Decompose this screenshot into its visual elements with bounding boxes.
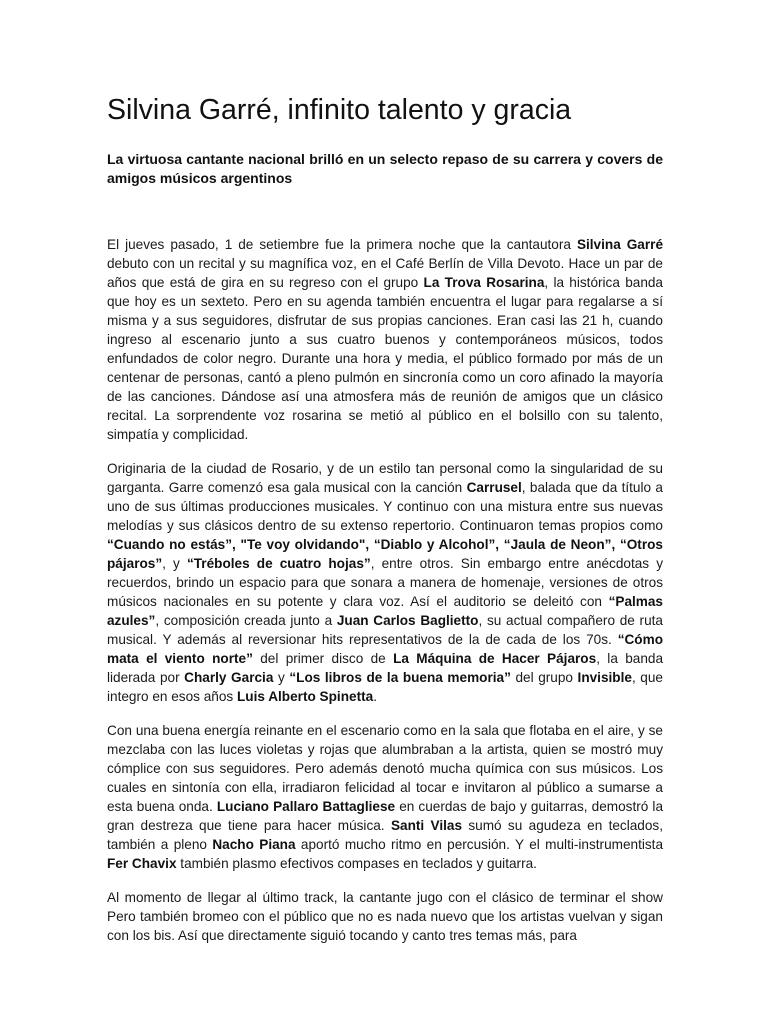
text-run: debuto con un recital y su magnífica voz, en el Café Berlín de Villa Devoto. Hace un par de años que está de gira en su regreso con el grupo (107, 256, 663, 290)
bold-text-run: Santi Vilas (390, 818, 463, 833)
bold-text-run: Luis Alberto Spinetta (236, 689, 374, 704)
text-run: del grupo (510, 670, 578, 685)
bold-text-run: La Máquina de Hacer Pájaros (393, 651, 597, 666)
bold-text-run: Carrusel (466, 480, 522, 495)
paragraph-1 (107, 235, 663, 444)
text-run: , la banda liderada por (107, 651, 664, 685)
text-run: en cuerdas de bajo y guitarras, demostró la gran destreza que tiene para hacer música. (107, 799, 664, 833)
article-subtitle: La virtuosa cantante nacional brilló en un selecto repaso de su carrera y covers de amigos músicos argentinos (107, 151, 663, 186)
text-run: , entre otros. Sin embargo entre anécdotas y recuerdos, brindo un espacio para que sonara a manera de homenaje, versiones de otros músicos nacionales en su potente y clara voz. Así el auditorio se deleitó con (107, 556, 663, 609)
text-run: , y (162, 556, 187, 571)
text-run: , balada que da título a uno de sus últimas producciones musicales. Y continuo con una mistura entre sus nuevas melodías y sus clásicos dentro de su extenso repertorio. Continuaron temas propios como (107, 480, 663, 533)
bold-text-run: “Los libros de la buena memoria” (289, 670, 511, 685)
paragraph-4 (107, 888, 663, 945)
bold-text-run: Invisible (577, 670, 632, 685)
bold-text-run: Luciano Pallaro Battagliese (216, 799, 396, 814)
text-run: , composición creada junto a (155, 613, 337, 628)
article-body (107, 235, 663, 945)
bold-text-run: Charly Garcia (184, 670, 274, 685)
bold-text-run: “Tréboles de cuatro hojas” (186, 556, 371, 571)
text-run: , la histórica banda que hoy es un sexteto. Pero en su agenda también encuentra el lugar para regalarse a sí misma y a sus seguidores, disfrutar de sus propias canciones. Eran casi las 21 h, cuando ingreso al escenario junto a sus cuatro buenos y contemporáneos músicos, todos enfundados de color negro. Durante una hora y media, el público formado por más de un centenar de personas, cantó a pleno pulmón en sincronía como un coro afinado la mayoría de las canciones. Dándose así una atmosfera más de reunión de amigos que un clásico recital. La sorprendente voz rosarina se metió al público en el bolsillo con su talento, simpatía y complicidad. (107, 275, 663, 442)
bold-text-run: “Cómo mata el viento norte” (107, 632, 663, 666)
text-run: , que integro en esos años (107, 670, 663, 704)
paragraph-3 (107, 721, 663, 873)
text-run: también plasmo efectivos compases en teclados y guitarra. (176, 856, 537, 871)
text-run: Originaria de la ciudad de Rosario, y de un estilo tan personal como la singularidad de su garganta. Garre comenzó esa gala musical con la canción (107, 461, 663, 495)
bold-text-run: La Trova Rosarina (423, 275, 545, 290)
text-run: sumó su agudeza en teclados, también a pleno (107, 818, 663, 852)
text-run: El jueves pasado, 1 de setiembre fue la primera noche que la cantautora (107, 237, 577, 252)
text-run: . (373, 689, 377, 704)
bold-text-run: Juan Carlos Baglietto (336, 613, 479, 628)
bold-text-run: Nacho Piana (212, 837, 296, 852)
article (107, 90, 663, 960)
text-run: aportó mucho ritmo en percusión. Y el multi-instrumentista (295, 837, 664, 852)
bold-text-run: Fer Chavix (107, 856, 177, 871)
bold-text-run: “Cuando no estás”, "Te voy olvidando", “Diablo y Alcohol”, “Jaula de Neon”, “Otros pájaros” (107, 537, 663, 571)
bold-text-run: Silvina Garré (576, 237, 664, 252)
text-run: Al momento de llegar al último track, la cantante jugo con el clásico de terminar el show Pero también bromeo con el público que no es nada nuevo que los artistas vuelvan y sigan con los bis. Así que directamente siguió tocando y canto tres temas más, para (107, 890, 663, 943)
text-run: y (273, 670, 290, 685)
article-title: Silvina Garré, infinito talento y gracia (107, 94, 572, 126)
paragraph-2 (107, 459, 663, 706)
bold-text-run: “Palmas azules” (107, 594, 663, 628)
text-run: Con una buena energía reinante en el escenario como en la sala que flotaba en el aire, y se mezclaba con las luces violetas y rojas que alumbraban a la artista, quien se mostró muy cómplice con sus seguidores. Pero además denotó mucha química con sus músicos. Los cuales en sintonía con ella, irradiaron felicidad al tocar e invitaron al público a sumarse a esta buena onda. (107, 723, 663, 814)
text-run: del primer disco de (252, 651, 394, 666)
text-run: , su actual compañero de ruta musical. Y además al reversionar hits representativos de la de cada de los 70s. (107, 613, 663, 647)
